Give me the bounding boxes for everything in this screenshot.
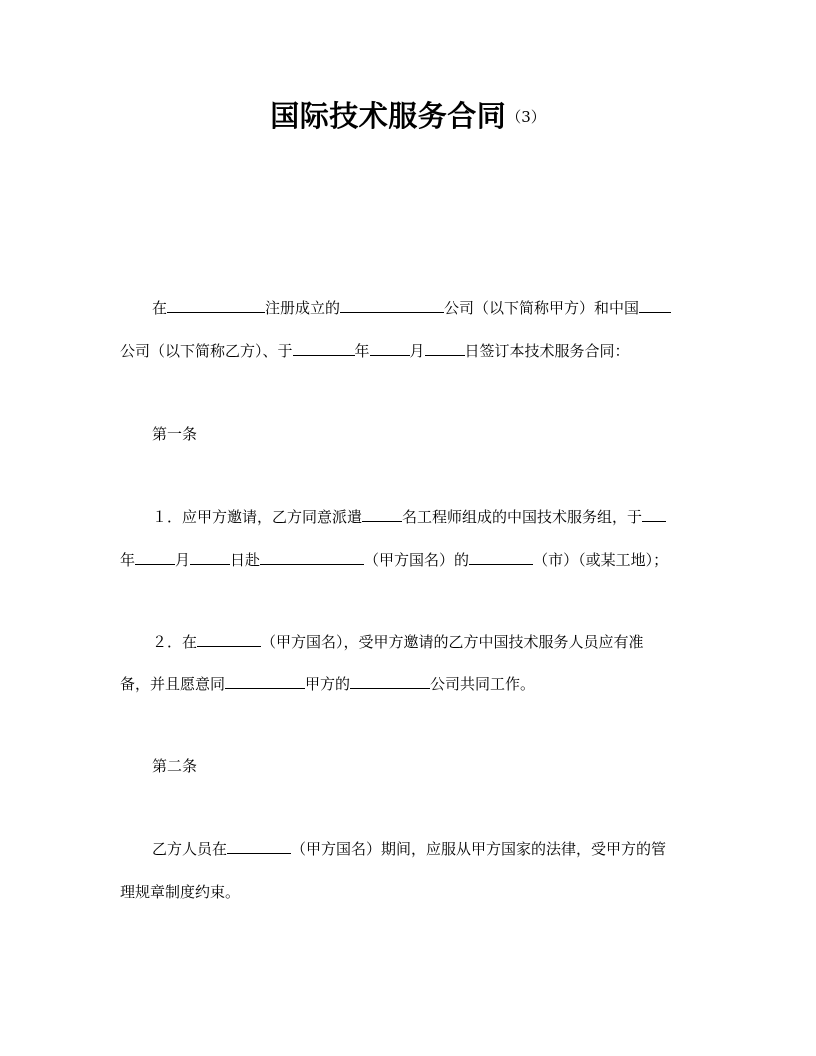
blank-field	[293, 341, 355, 356]
article-1-item-2-line-1	[152, 632, 644, 652]
clause-text: （市）（或某工地）；	[533, 551, 669, 569]
blank-field	[260, 550, 364, 565]
preamble-line-2	[120, 341, 630, 361]
blank-field	[469, 550, 533, 565]
preamble-text: 月	[409, 342, 425, 360]
clause-text: 乙方人员在	[152, 840, 228, 858]
article-2-line-1	[152, 839, 666, 859]
preamble-text: 公司（以下简称甲方）和中国	[444, 299, 640, 317]
document-title	[0, 94, 816, 135]
clause-text: （甲方国名）期间，应服从甲方国家的法律，受甲方的管	[291, 840, 667, 858]
blank-field	[167, 298, 265, 313]
clause-text: 月	[175, 551, 191, 569]
article-2-line-2: 理规章制度约束。	[120, 883, 241, 901]
article-1-heading: 第一条	[152, 425, 198, 443]
blank-field	[197, 632, 261, 647]
blank-field	[425, 341, 465, 356]
blank-field	[350, 674, 430, 689]
article-2-heading: 第二条	[152, 757, 198, 775]
preamble-text: 公司（以下简称乙方）、于	[120, 342, 293, 360]
clause-text: （甲方国名），受甲方邀请的乙方中国技术服务人员应有准	[261, 633, 644, 651]
preamble-text: 注册成立的	[265, 299, 341, 317]
clause-text: 年	[120, 551, 136, 569]
clause-text: ２．在	[152, 633, 198, 651]
article-1-item-1-line-1	[152, 507, 666, 527]
clause-text: 公司共同工作。	[430, 675, 536, 693]
preamble-text: 年	[354, 342, 370, 360]
clause-text: （甲方国名）的	[364, 551, 470, 569]
article-1-item-1-line-2	[120, 550, 668, 570]
blank-field	[135, 550, 175, 565]
clause-text: 甲方的	[305, 675, 351, 693]
clause-text: 名工程师组成的中国技术服务组，于	[402, 508, 643, 526]
preamble-line-1	[152, 298, 671, 318]
preamble-text: 在	[152, 299, 168, 317]
clause-text: 日赴	[230, 551, 261, 569]
blank-field	[340, 298, 444, 313]
clause-text: １．应甲方邀请，乙方同意派遣	[152, 508, 363, 526]
title-main: 国际技术服务合同	[270, 99, 507, 133]
blank-field	[370, 341, 410, 356]
blank-field	[639, 298, 671, 313]
blank-field	[227, 839, 291, 854]
blank-field	[190, 550, 230, 565]
preamble-text: 日签订本技术服务合同：	[464, 342, 630, 360]
article-1-item-2-line-2	[120, 674, 535, 694]
clause-text: 备，并且愿意同	[120, 675, 226, 693]
title-suffix: （3）	[506, 108, 546, 126]
blank-field	[362, 507, 402, 522]
blank-field	[225, 674, 305, 689]
blank-field	[642, 507, 666, 522]
